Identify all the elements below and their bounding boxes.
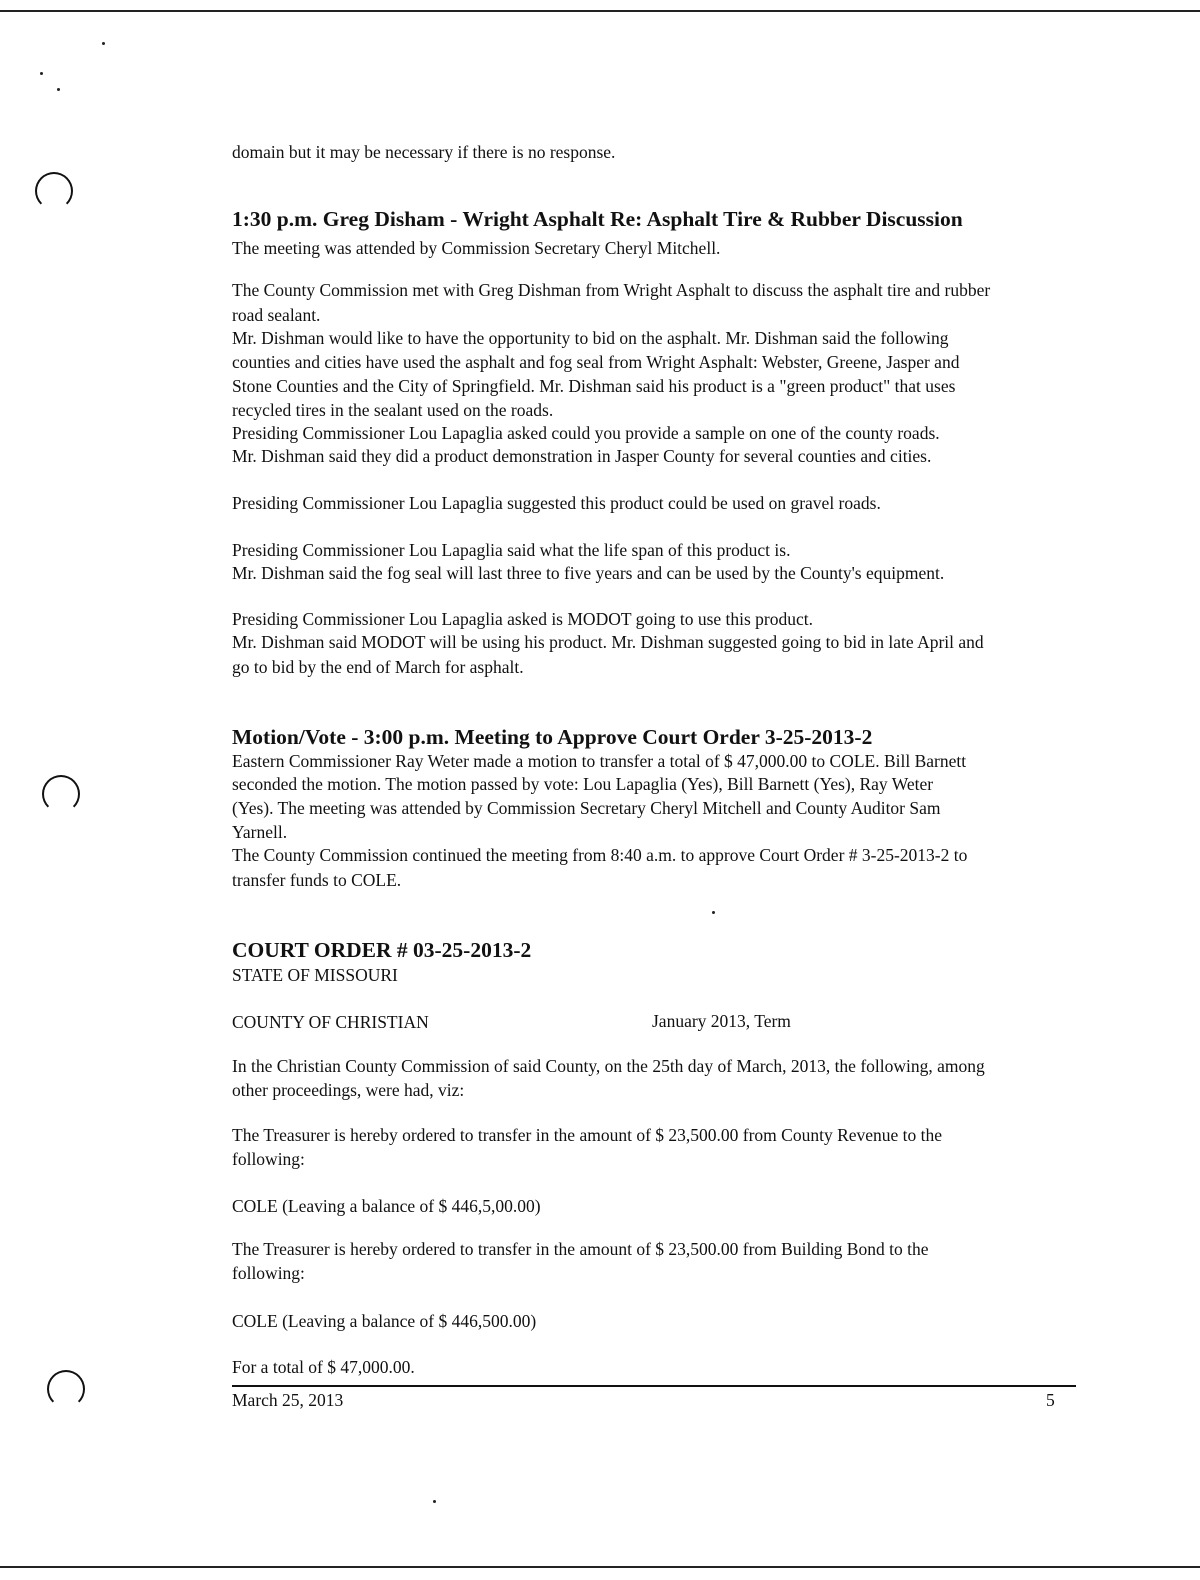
- court-order-line: other proceedings, were had, viz:: [232, 1080, 465, 1100]
- paragraph-line: seconded the motion. The motion passed by vote: Lou Lapaglia (Yes), Bill Barnett (Yes), Ray Weter: [232, 774, 934, 794]
- paragraph-line: (Yes). The meeting was attended by Commission Secretary Cheryl Mitchell and County Auditor Sam: [232, 798, 941, 818]
- paragraph-line: Mr. Dishman said they did a product demonstration in Jasper County for several counties and cities.: [232, 446, 932, 466]
- paragraph-line: counties and cities have used the asphalt and fog seal from Wright Asphalt: Webster, Greene, Jasper and: [232, 352, 960, 372]
- paragraph-line: Yarnell.: [232, 822, 288, 842]
- scan-speck: [102, 42, 105, 45]
- court-order-term: January 2013, Term: [652, 1011, 791, 1031]
- paragraph-line: Mr. Dishman said the fog seal will last three to five years and can be used by the County's equipment.: [232, 563, 945, 583]
- court-order-line: The Treasurer is hereby ordered to transfer in the amount of $ 23,500.00 from County Revenue to the: [232, 1125, 943, 1145]
- bottom-scan-edge: [0, 1566, 1200, 1568]
- paragraph-line: The meeting was attended by Commission Secretary Cheryl Mitchell.: [232, 238, 721, 258]
- paragraph-line: Presiding Commissioner Lou Lapaglia suggested this product could be used on gravel roads.: [232, 493, 881, 513]
- paragraph-line: Presiding Commissioner Lou Lapaglia asked could you provide a sample on one of the county roads.: [232, 423, 940, 443]
- section-heading-motion-vote: Motion/Vote - 3:00 p.m. Meeting to Approve Court Order 3-25-2013-2: [232, 725, 873, 749]
- paragraph-line: road sealant.: [232, 305, 321, 325]
- court-order-line: following:: [232, 1263, 305, 1283]
- footer-page-number: 5: [1046, 1390, 1055, 1410]
- paragraph-line: Stone Counties and the City of Springfield. Mr. Dishman said his product is a "green product" that uses: [232, 376, 956, 396]
- scan-speck: [712, 911, 715, 914]
- paragraph-line: The County Commission continued the meeting from 8:40 a.m. to approve Court Order # 3-25-2013-2 to: [232, 845, 968, 865]
- paragraph-line: Presiding Commissioner Lou Lapaglia asked is MODOT going to use this product.: [232, 609, 814, 629]
- court-order-line: COLE (Leaving a balance of $ 446,500.00): [232, 1311, 537, 1331]
- footer-date: March 25, 2013: [232, 1390, 344, 1410]
- punch-hole-top: [35, 172, 73, 210]
- punch-hole-bottom: [47, 1370, 85, 1408]
- court-order-heading: COURT ORDER # 03-25-2013-2: [232, 938, 532, 962]
- scan-speck: [433, 1500, 436, 1503]
- court-order-line: In the Christian County Commission of said County, on the 25th day of March, 2013, the following, among: [232, 1056, 985, 1076]
- punch-hole-middle: [42, 775, 80, 813]
- top-scan-edge: [0, 10, 1200, 12]
- intro-line: domain but it may be necessary if there is no response.: [232, 142, 616, 162]
- section-heading-asphalt: 1:30 p.m. Greg Disham - Wright Asphalt Re: Asphalt Tire & Rubber Discussion: [232, 207, 963, 231]
- paragraph-line: Mr. Dishman said MODOT will be using his product. Mr. Dishman suggested going to bid in late April and: [232, 632, 984, 652]
- court-order-line: COLE (Leaving a balance of $ 446,5,00.00): [232, 1196, 541, 1216]
- paragraph-line: The County Commission met with Greg Dishman from Wright Asphalt to discuss the asphalt tire and rubber: [232, 280, 991, 300]
- paragraph-line: recycled tires in the sealant used on the roads.: [232, 400, 554, 420]
- scan-speck: [40, 72, 43, 75]
- court-order-state: STATE OF MISSOURI: [232, 965, 398, 985]
- court-order-line: The Treasurer is hereby ordered to transfer in the amount of $ 23,500.00 from Building Bond to the: [232, 1239, 929, 1259]
- footer-rule: [232, 1385, 1076, 1387]
- court-order-line: For a total of $ 47,000.00.: [232, 1357, 415, 1377]
- court-order-line: following:: [232, 1149, 305, 1169]
- paragraph-line: go to bid by the end of March for asphalt.: [232, 657, 524, 677]
- paragraph-line: Mr. Dishman would like to have the opportunity to bid on the asphalt. Mr. Dishman said the following: [232, 328, 949, 348]
- paragraph-line: Presiding Commissioner Lou Lapaglia said what the life span of this product is.: [232, 540, 791, 560]
- scan-speck: [57, 88, 60, 91]
- paragraph-line: transfer funds to COLE.: [232, 870, 402, 890]
- paragraph-line: Eastern Commissioner Ray Weter made a motion to transfer a total of $ 47,000.00 to COLE. Bill Barnett: [232, 751, 967, 771]
- court-order-county: COUNTY OF CHRISTIAN: [232, 1012, 429, 1032]
